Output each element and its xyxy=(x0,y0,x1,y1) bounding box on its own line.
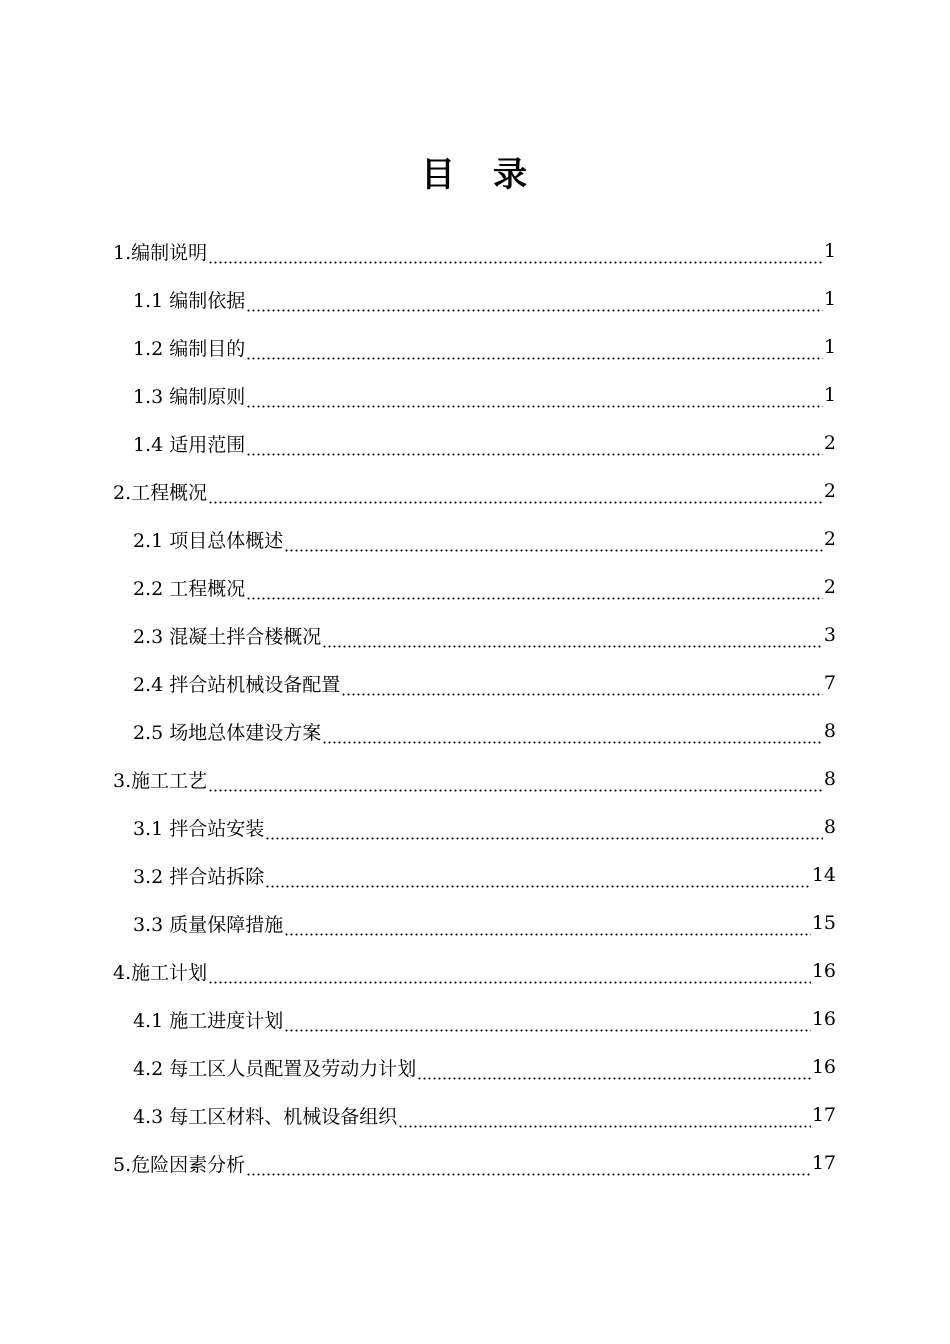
toc-entry-label: 4.施工计划 xyxy=(113,961,208,984)
toc-entry-page-number: 16 xyxy=(811,960,836,982)
toc-dot-leader xyxy=(284,533,823,554)
toc-entry-page-number: 17 xyxy=(811,1152,836,1174)
toc-dot-leader xyxy=(398,1109,811,1130)
toc-entry-label: 1.4 适用范围 xyxy=(133,433,246,456)
toc-entry-page-number: 8 xyxy=(823,816,836,838)
toc-entry[interactable] xyxy=(133,851,836,899)
toc-entry[interactable] xyxy=(113,755,836,803)
toc-entry-label: 3.1 拌合站安装 xyxy=(133,817,265,840)
toc-dot-leader xyxy=(246,581,823,602)
toc-entry-label: 1.2 编制目的 xyxy=(133,337,246,360)
toc-entry-page-number: 8 xyxy=(823,720,836,742)
toc-dot-leader xyxy=(246,293,823,314)
toc-entry[interactable] xyxy=(133,563,836,611)
toc-dot-leader xyxy=(208,965,811,986)
toc-entry-label: 4.1 施工进度计划 xyxy=(133,1009,284,1032)
toc-entry-page-number: 7 xyxy=(823,672,836,694)
toc-dot-leader xyxy=(417,1061,811,1082)
toc-entry-page-number: 15 xyxy=(811,912,836,934)
toc-entry[interactable] xyxy=(133,275,836,323)
toc-dot-leader xyxy=(246,1157,811,1178)
toc-dot-leader xyxy=(246,437,823,458)
toc-entry-label: 5.危险因素分析 xyxy=(113,1153,246,1176)
toc-entry[interactable] xyxy=(133,899,836,947)
toc-dot-leader xyxy=(208,773,823,794)
toc-entry-label: 2.2 工程概况 xyxy=(133,577,246,600)
toc-entry-page-number: 16 xyxy=(811,1056,836,1078)
toc-entry[interactable] xyxy=(133,419,836,467)
toc-entry-label: 2.工程概况 xyxy=(113,481,208,504)
toc-entry-label: 3.2 拌合站拆除 xyxy=(133,865,265,888)
toc-entry-page-number: 1 xyxy=(823,288,836,310)
toc-entry[interactable] xyxy=(133,707,836,755)
toc-entry[interactable] xyxy=(113,467,836,515)
toc-dot-leader xyxy=(208,245,823,266)
toc-dot-leader xyxy=(246,389,823,410)
toc-entry-label: 2.3 混凝土拌合楼概况 xyxy=(133,625,322,648)
toc-entry-page-number: 2 xyxy=(823,432,836,454)
toc-entry-page-number: 1 xyxy=(823,240,836,262)
toc-entry-page-number: 14 xyxy=(811,864,836,886)
toc-entry-page-number: 2 xyxy=(823,480,836,502)
toc-entry[interactable] xyxy=(133,659,836,707)
toc-entry-page-number: 1 xyxy=(823,336,836,358)
toc-entry-label: 1.编制说明 xyxy=(113,241,208,264)
toc-entry-page-number: 8 xyxy=(823,768,836,790)
toc-entry[interactable] xyxy=(133,1043,836,1091)
page-title: 目 录 xyxy=(421,155,529,195)
toc-entry-page-number: 1 xyxy=(823,384,836,406)
toc-entry[interactable] xyxy=(113,947,836,995)
toc-dot-leader xyxy=(284,917,811,938)
toc-entry[interactable] xyxy=(133,323,836,371)
toc-dot-leader xyxy=(322,725,823,746)
toc-entry-page-number: 17 xyxy=(811,1104,836,1126)
toc-entry[interactable] xyxy=(133,611,836,659)
toc-entry-page-number: 2 xyxy=(823,576,836,598)
toc-entry[interactable] xyxy=(133,1091,836,1139)
toc-entry[interactable] xyxy=(113,1139,836,1187)
toc-entry-label: 2.5 场地总体建设方案 xyxy=(133,721,322,744)
toc-entry[interactable] xyxy=(133,515,836,563)
toc-entry-label: 3.3 质量保障措施 xyxy=(133,913,284,936)
toc-dot-leader xyxy=(265,869,811,890)
toc-entry-label: 4.2 每工区人员配置及劳动力计划 xyxy=(133,1057,417,1080)
toc-entry[interactable] xyxy=(133,995,836,1043)
toc-dot-leader xyxy=(341,677,823,698)
toc-dot-leader xyxy=(322,629,823,650)
toc-entry-page-number: 3 xyxy=(823,624,836,646)
toc-entry-label: 1.3 编制原则 xyxy=(133,385,246,408)
toc-dot-leader xyxy=(284,1013,811,1034)
toc-entry-label: 4.3 每工区材料、机械设备组织 xyxy=(133,1105,398,1128)
toc-entry-label: 3.施工工艺 xyxy=(113,769,208,792)
toc-entry-page-number: 2 xyxy=(823,528,836,550)
toc-entry[interactable] xyxy=(133,371,836,419)
toc-entry-label: 1.1 编制依据 xyxy=(133,289,246,312)
toc-dot-leader xyxy=(265,821,823,842)
toc-entry-label: 2.4 拌合站机械设备配置 xyxy=(133,673,341,696)
toc-entry-label: 2.1 项目总体概述 xyxy=(133,529,284,552)
toc-entry[interactable] xyxy=(113,227,836,275)
toc-entry-page-number: 16 xyxy=(811,1008,836,1030)
toc-dot-leader xyxy=(208,485,823,506)
toc-entry[interactable] xyxy=(133,803,836,851)
toc-dot-leader xyxy=(246,341,823,362)
